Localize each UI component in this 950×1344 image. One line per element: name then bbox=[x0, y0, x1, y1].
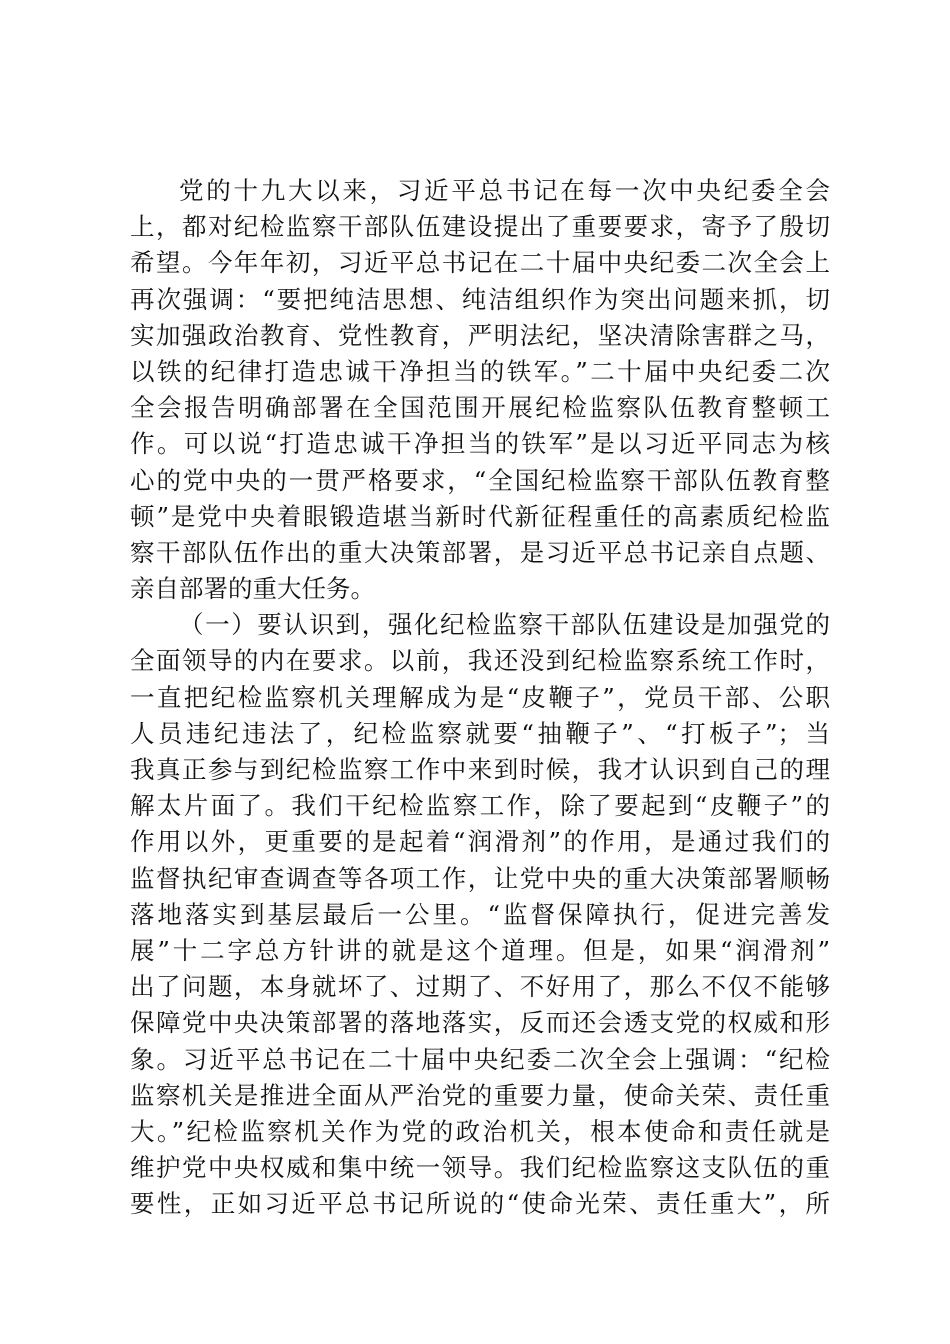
text-line: 我真正参与到纪检监察工作中来到时候，我才认识到自己的理 bbox=[130, 755, 830, 784]
text-line: 作。可以说“打造忠诚干净担当的铁军”是以习近平同志为核 bbox=[130, 429, 830, 459]
text-line: 作用以外，更重要的是起着“润滑剂”的作用，是通过我们的 bbox=[130, 827, 830, 857]
text-line: 大。”纪检监察机关作为党的政治机关，根本使命和责任就是 bbox=[130, 1116, 830, 1146]
text-line: 全会报告明确部署在全国范围开展纪检监察队伍教育整顿工 bbox=[130, 393, 830, 423]
text-line: 解太片面了。我们干纪检监察工作，除了要起到“皮鞭子”的 bbox=[130, 791, 830, 821]
text-line: 一直把纪检监察机关理解成为是“皮鞭子”，党员干部、公职 bbox=[130, 682, 830, 712]
text-line: 亲自部署的重大任务。 bbox=[130, 574, 375, 604]
text-line: 再次强调：“要把纯洁思想、纯洁组织作为突出问题来抓，切 bbox=[130, 284, 830, 314]
text-line: 以铁的纪律打造忠诚干净担当的铁军。”二十届中央纪委二次 bbox=[130, 356, 830, 386]
paragraph-2 bbox=[130, 607, 830, 1222]
text-line: 希望。今年年初，习近平总书记在二十届中央纪委二次全会上 bbox=[130, 248, 830, 278]
text-line: 党的十九大以来，习近平总书记在每一次中央纪委全会 bbox=[179, 176, 830, 205]
text-line: 监督执纪审查调查等各项工作，让党中央的重大决策部署顺畅 bbox=[130, 863, 830, 893]
text-line: 监察机关是推进全面从严治党的重要力量，使命关荣、责任重 bbox=[130, 1080, 830, 1110]
text-line: 出了问题，本身就坏了、过期了、不好用了，那么不仅不能够 bbox=[130, 972, 830, 1002]
text-line: 保障党中央决策部署的落地落实，反而还会透支党的权威和形 bbox=[130, 1008, 830, 1038]
text-line: 象。习近平总书记在二十届中央纪委二次全会上强调：“纪检 bbox=[130, 1044, 830, 1074]
text-line: 维护党中央权威和集中统一领导。我们纪检监察这支队伍的重 bbox=[130, 1153, 830, 1183]
text-line: （一）要认识到，强化纪检监察干部队伍建设是加强党的 bbox=[179, 610, 830, 640]
text-line: 人员违纪违法了，纪检监察就要“抽鞭子”、“打板子”；当 bbox=[130, 718, 830, 748]
text-line: 察干部队伍作出的重大决策部署，是习近平总书记亲自点题、 bbox=[130, 537, 830, 567]
text-line: 心的党中央的一贯严格要求，“全国纪检监察干部队伍教育整 bbox=[130, 465, 830, 495]
text-line: 展”十二字总方针讲的就是这个道理。但是，如果“润滑剂” bbox=[130, 935, 830, 965]
text-line: 实加强政治教育、党性教育，严明法纪，坚决清除害群之马， bbox=[130, 320, 830, 350]
paragraph-1 bbox=[130, 173, 830, 607]
text-line: 全面领导的内在要求。以前，我还没到纪检监察系统工作时， bbox=[130, 646, 830, 676]
text-line: 要性，正如习近平总书记所说的“使命光荣、责任重大”，所 bbox=[130, 1189, 830, 1219]
body-text bbox=[130, 173, 830, 1222]
text-line: 落地落实到基层最后一公里。“监督保障执行，促进完善发 bbox=[130, 899, 830, 929]
text-line: 顿”是党中央着眼锻造堪当新时代新征程重任的高素质纪检监 bbox=[130, 501, 830, 531]
text-line: 上，都对纪检监察干部队伍建设提出了重要要求，寄予了殷切 bbox=[130, 212, 830, 242]
